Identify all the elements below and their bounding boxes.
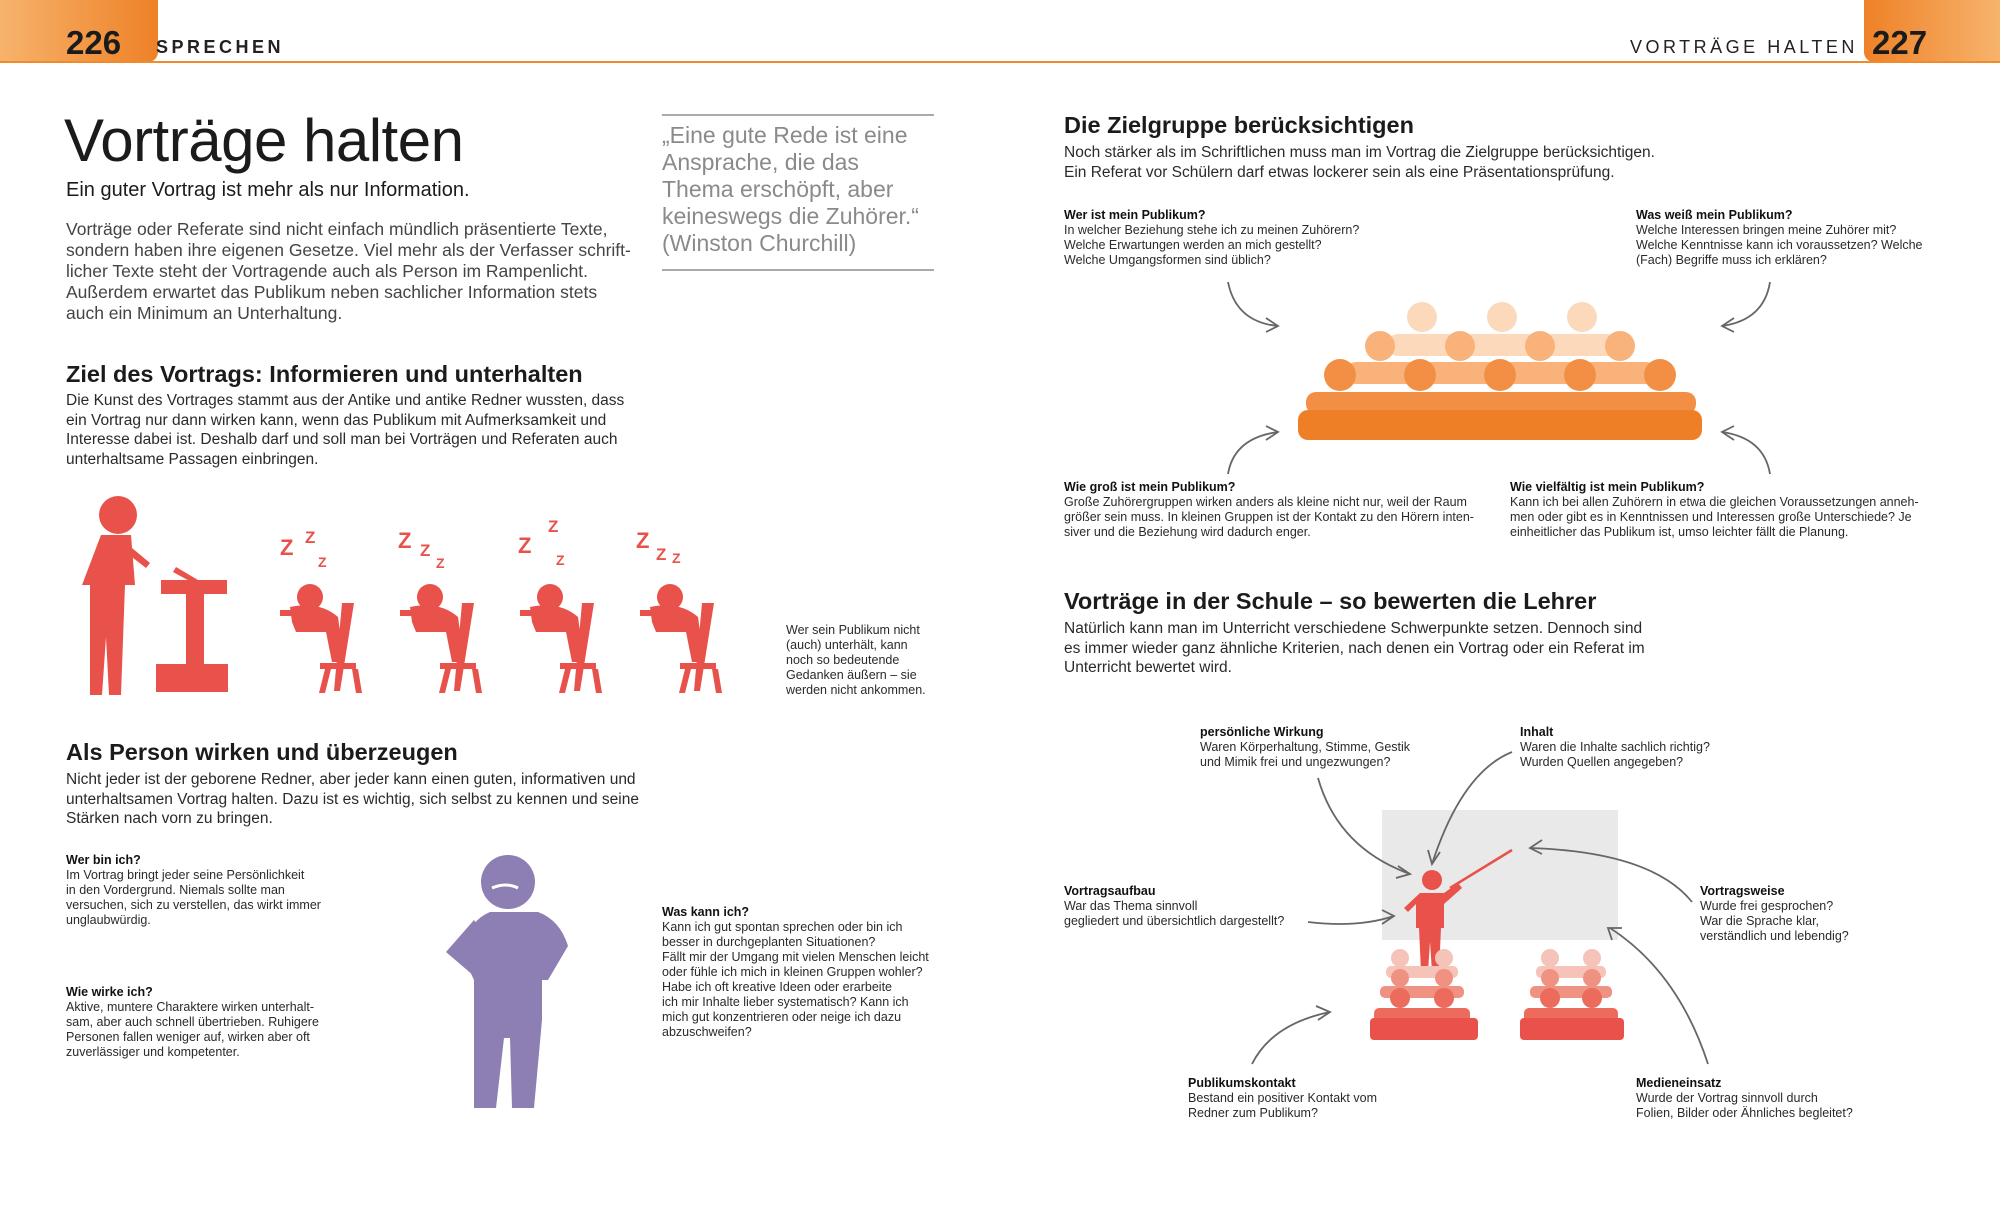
small-audience-group-right [1520,949,1624,1040]
churchill-quote: „Eine gute Rede ist eine Ansprache, die das Thema erschöpft, aber keineswegs die Zuhörer.“ (Winston Churchill) [662,114,934,271]
section-heading-goal: Ziel des Vortrags: Informieren und unterhalten [66,361,583,387]
svg-text:Z: Z [398,528,412,553]
svg-text:Z: Z [436,555,445,571]
intro-paragraph: Vorträge oder Referate sind nicht einfach mündlich präsentierte Texte, sondern haben ihre eigenen Gesetze. Viel mehr als der Verfasser schrift- licher Texte steht der Vortragende auch als Person im Rampenlicht. Außerdem erwartet das Publikum neben sachlicher Information stets auch ein Minimum an Unterhaltung. [66,219,631,323]
right-running-head: VORTRÄGE HALTEN [1630,37,1858,57]
criterion-delivery: Vortragsweise Wurde frei gesprochen? War die Sprache klar, verständlich und lebendig? [1700,884,1849,943]
question-who-is-my-audience: Wer ist mein Publikum? In welcher Beziehung stehe ich zu meinen Zuhörern? Welche Erwartungen werden an mich gestellt? Welche Umgangsformen sind üblich? [1064,208,1360,267]
criterion-personal-impression: persönliche Wirkung Waren Körperhaltung, Stimme, Gestik und Mimik frei und ungezwungen? [1200,725,1411,769]
svg-text:Z: Z [548,517,559,536]
audience-caption: Wer sein Publikum nicht (auch) unterhält, kann noch so bedeutende Gedanken äußern – sie werden nicht ankommen. [786,623,926,697]
criterion-media-use: Medieneinsatz Wurde der Vortrag sinnvoll durch Folien, Bilder oder Ähnliches begleitet? [1636,1076,1853,1120]
svg-text:Z: Z [656,545,667,564]
svg-text:Z: Z [318,554,327,570]
svg-text:Z: Z [420,541,431,560]
left-page-number: 226 [66,24,122,61]
question-who-am-i: Wer bin ich? Im Vortrag bringt jeder seine Persönlichkeit in den Vordergrund. Niemals sollte man versuchen, sich zu verstellen, das wirkt immer unglaubwürdig. [66,853,321,927]
svg-text:Z: Z [556,552,565,568]
section-heading-person: Als Person wirken und überzeugen [66,739,458,765]
question-what-does-audience-know: Was weiß mein Publikum? Welche Interessen bringen meine Zuhörer mit? Welche Kenntnisse kann ich voraussetzen? Welche (Fach) Begriffe muss ich erklären? [1636,208,1923,267]
criterion-structure: Vortragsaufbau War das Thema sinnvoll gegliedert und übersichtlich dargestellt? [1064,884,1285,928]
page-title: Vorträge halten [64,107,464,174]
section-body-school: Natürlich kann man im Unterricht verschiedene Schwerpunkte setzen. Dennoch sind es immer wieder ganz ähnliche Kriterien, nach denen ein Vortrag oder ein Referat im Unterricht bewertet wird. [1064,620,1645,676]
svg-text:Z: Z [518,533,532,558]
section-body-goal: Die Kunst des Vortrages stammt aus der Antike und antike Redner wussten, dass ein Vortrag nur dann wirken kann, wenn das Publikum mit Aufmerksamkeit und Interesse dabei ist. Deshalb darf und soll man bei Vorträgen und Referaten auch unterhaltsame Passagen einbringen. [66,392,625,468]
svg-text:Z: Z [305,528,316,547]
left-running-head: SPRECHEN [156,37,285,57]
svg-text:Z: Z [636,528,650,553]
page-subtitle: Ein guter Vortrag ist mehr als nur Information. [66,179,470,201]
right-page-number: 227 [1872,24,1928,61]
section-body-person: Nicht jeder ist der geborene Redner, aber jeder kann einen guten, informativen und unterhaltsamen Vortrag halten. Dazu ist es wichtig, sich selbst zu kennen und seine Stärken nach vorn zu bringen. [66,771,639,827]
svg-text:Z: Z [280,535,294,560]
question-what-can-i-do: Was kann ich? Kann ich gut spontan sprechen oder bin ich besser in durchgeplanten Situationen? Fällt mir der Umgang mit vielen Menschen leicht oder fühle ich mich in kleinen Gruppen wohler? Habe ich oft kreative Ideen oder erarbeite ich mir Inhalte lieber systematisch? Kann ich mich gut konzentrieren oder neige ich dazu abzuschweifen? [662,905,929,1039]
criterion-content: Inhalt Waren die Inhalte sachlich richtig? Wurden Quellen angegeben? [1520,725,1710,769]
question-how-do-i-appear: Wie wirke ich? Aktive, muntere Charaktere wirken unterhalt- sam, aber auch schnell übertrieben. Ruhigere Personen fallen weniger auf, wirken aber oft zuverlässiger und kompetenter. [66,985,319,1059]
section-heading-target-group: Die Zielgruppe berücksichtigen [1064,112,1414,138]
section-heading-school: Vorträge in der Schule – so bewerten die Lehrer [1064,588,1597,614]
question-how-large-is-audience: Wie groß ist mein Publikum? Große Zuhörergruppen wirken anders als kleine nicht nur, weil der Raum größer sein muss. In kleinen Gruppen ist der Kontakt zu den Hörern inten- siver und die Beziehung wird dadurch enger. [1064,480,1474,539]
criterion-audience-contact: Publikumskontakt Bestand ein positiver Kontakt vom Redner zum Publikum? [1188,1076,1377,1120]
section-body-target-group: Noch stärker als im Schriftlichen muss man im Vortrag die Zielgruppe berücksichtigen. Ein Referat vor Schülern darf etwas lockerer sein als eine Präsentationsprüfung. [1064,144,1655,181]
question-how-diverse-is-audience: Wie vielfältig ist mein Publikum? Kann ich bei allen Zuhörern in etwa die gleichen Voraussetzungen anneh- men oder gibt es in Kenntnissen und Interessen große Unterschiede? Je einheitlicher das Publikum ist, umso leichter fällt die Planung. [1510,480,1919,539]
svg-text:Z: Z [672,550,681,566]
